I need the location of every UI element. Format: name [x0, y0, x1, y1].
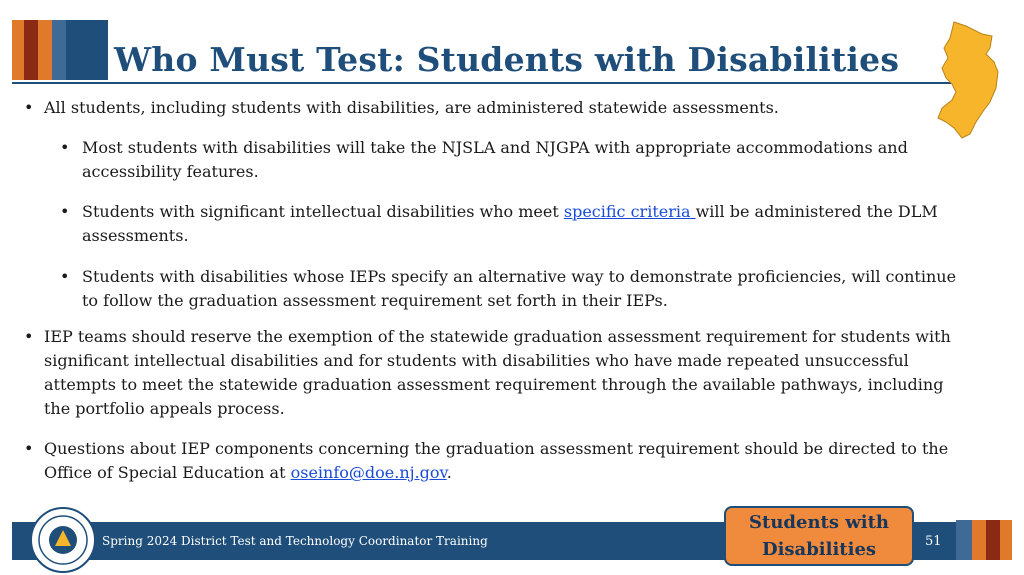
slide-content [20, 96, 960, 485]
sub-bullet-iep-alternative [20, 265, 960, 313]
footer-training-label: Spring 2024 District Test and Technology Coordinator Training [102, 534, 488, 548]
bullet-iep-teams [20, 325, 960, 421]
bullet-text: Students with significant intellectual disabilities who meet [82, 202, 564, 221]
title-divider [12, 82, 962, 84]
footer-color-stripes [956, 520, 1012, 560]
bullet-text: Students with disabilities whose IEPs specify an alternative way to demonstrate proficiencies, will continue to follow the graduation assessment requirement set forth in their IEPs. [82, 267, 957, 310]
sub-bullet-njsla [20, 136, 960, 184]
bullet-text: . [446, 463, 452, 482]
bullet-all-students [20, 96, 960, 120]
bullet-text: IEP teams should reserve the exemption of the statewide graduation assessment requirement for students with significant intellectual disabilities and for students with disabilities who have made repeated unsuccessful attempts to meet the statewide graduation assessment requirement through the available pathways, including the portfolio appeals process. [44, 327, 951, 418]
page-title: Who Must Test: Students with Disabilities [114, 40, 900, 79]
specific-criteria-link[interactable]: specific criteria [563, 202, 696, 221]
bullet-questions [20, 437, 960, 485]
bullet-text: Questions about IEP components concerning the graduation assessment requirement should be directed to the Office of Special Education at [44, 439, 949, 482]
bullet-text: will be administered the DLM assessments. [82, 202, 938, 245]
bullet-text: All students, including students with disabilities, are administered statewide assessments. [44, 98, 779, 117]
topic-callout-box: Students with Disabilities [724, 506, 914, 566]
oseinfo-email-link[interactable]: oseinfo@doe.nj.gov [290, 463, 447, 482]
header-color-stripes [12, 20, 108, 80]
bullet-text: Most students with disabilities will take the NJSLA and NJGPA with appropriate accommodations and accessibility features. [82, 138, 908, 181]
page-number: 51 [925, 534, 942, 549]
sub-bullet-dlm [20, 200, 960, 248]
state-education-seal-icon [29, 506, 97, 574]
